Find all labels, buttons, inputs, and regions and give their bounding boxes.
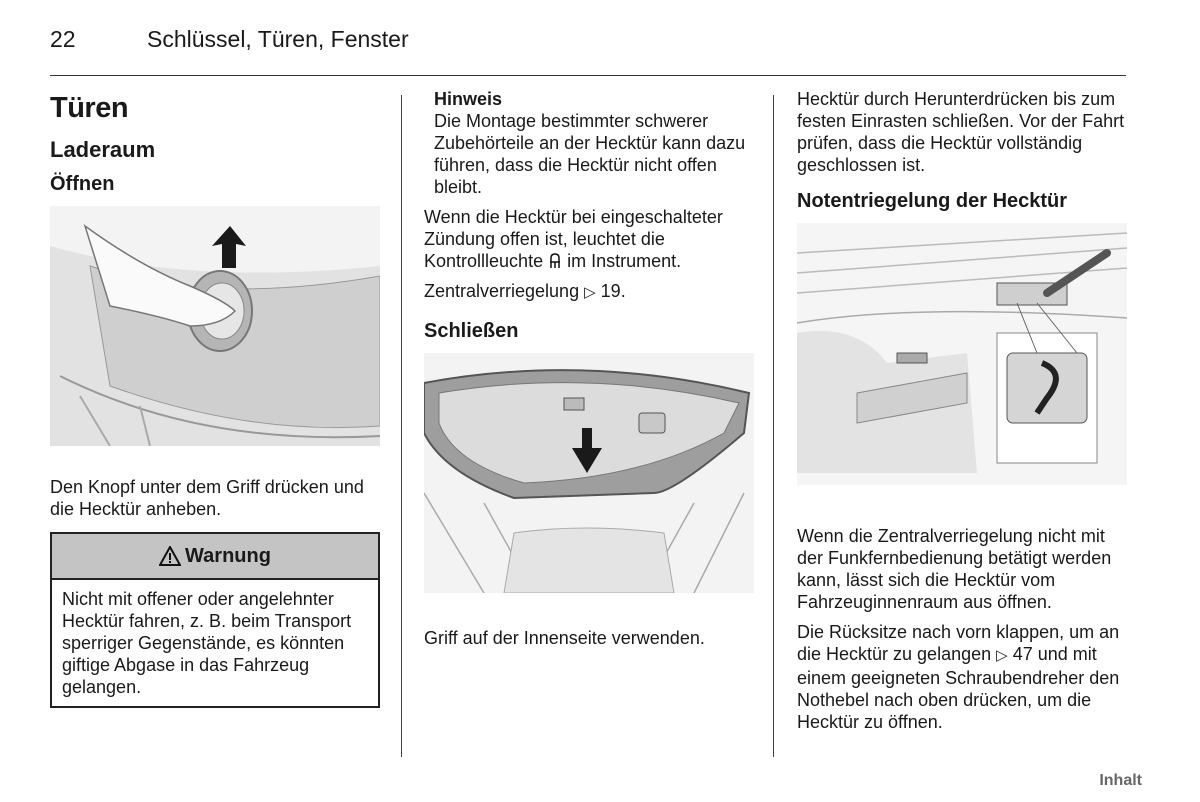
running-title: Schlüssel, Türen, Fenster — [147, 26, 409, 52]
column-divider — [773, 95, 774, 757]
warning-text: Nicht mit offener oder angelehnter Hecktür fahren, z. B. beim Transport sperriger Gegenstände, es könnten giftige Abgase in das Fahrzeug gelangen. — [62, 589, 352, 697]
note-text: Die Montage bestimmter schwerer Zubehörteile an der Hecktür kann dazu führen, dass die Hecktür nicht offen bleibt. — [434, 111, 746, 197]
text-fragment: Die Rücksitze nach vorn klappen, um an die Hecktür zu gelangen — [797, 622, 1120, 664]
paragraph: Wenn die Zentralverriegelung nicht mit der Funkfernbedienung betätigt werden kann, lässt sich die Hecktür vom Fahrzeuginnenraum aus öffnen. — [797, 526, 1112, 612]
topic-heading: Öffnen — [50, 173, 115, 195]
text-fragment: Zentralverriegelung — [424, 281, 580, 301]
contents-link[interactable]: Inhalt — [1099, 772, 1142, 789]
page-number: 22 — [50, 26, 76, 52]
tailgate-opening-illustration — [50, 206, 380, 446]
header-rule — [50, 75, 1126, 76]
column-1 — [50, 88, 380, 708]
text-fragment: 47 und mit einem geeigneten Schraubendreher den Nothebel nach oben drücken, um die Hecktür zu öffnen. — [797, 644, 1120, 732]
note-block — [434, 88, 754, 198]
section-heading: Türen — [50, 92, 129, 124]
tailgate-open-indicator-icon — [548, 252, 562, 270]
cross-reference[interactable] — [797, 621, 1127, 733]
tailgate-closing-illustration — [424, 353, 754, 593]
warning-header — [52, 534, 378, 580]
column-3 — [797, 88, 1127, 741]
text-fragment: Wenn die Hecktür bei eingeschalteter Zündung offen ist, leuchtet die Kontrollleuchte — [424, 207, 723, 271]
note-label: Hinweis — [434, 89, 503, 109]
paragraph — [424, 206, 754, 272]
subsection-heading: Laderaum — [50, 137, 156, 162]
reference-arrow-icon: ▷ — [584, 284, 596, 301]
topic-heading: Notentriegelung der Hecktür — [797, 190, 1068, 212]
emergency-release-illustration — [797, 223, 1127, 485]
column-divider — [401, 95, 402, 757]
reference-arrow-icon: ▷ — [996, 647, 1008, 664]
paragraph: Griff auf der Innenseite verwenden. — [424, 628, 705, 648]
text-fragment: im Instrument. — [567, 251, 682, 271]
page-reference: 19. — [600, 281, 626, 301]
cross-reference[interactable] — [424, 280, 754, 304]
column-2 — [424, 88, 754, 657]
topic-heading: Schließen — [424, 320, 519, 342]
warning-title: Warnung — [185, 544, 271, 567]
paragraph: Den Knopf unter dem Griff drücken und die Hecktür anheben. — [50, 477, 364, 519]
warning-box — [50, 532, 380, 708]
warning-triangle-icon — [159, 546, 181, 566]
paragraph: Hecktür durch Herunterdrücken bis zum festen Einrasten schließen. Vor der Fahrt prüfen, dass die Hecktür vollständig geschlossen ist. — [797, 89, 1125, 175]
